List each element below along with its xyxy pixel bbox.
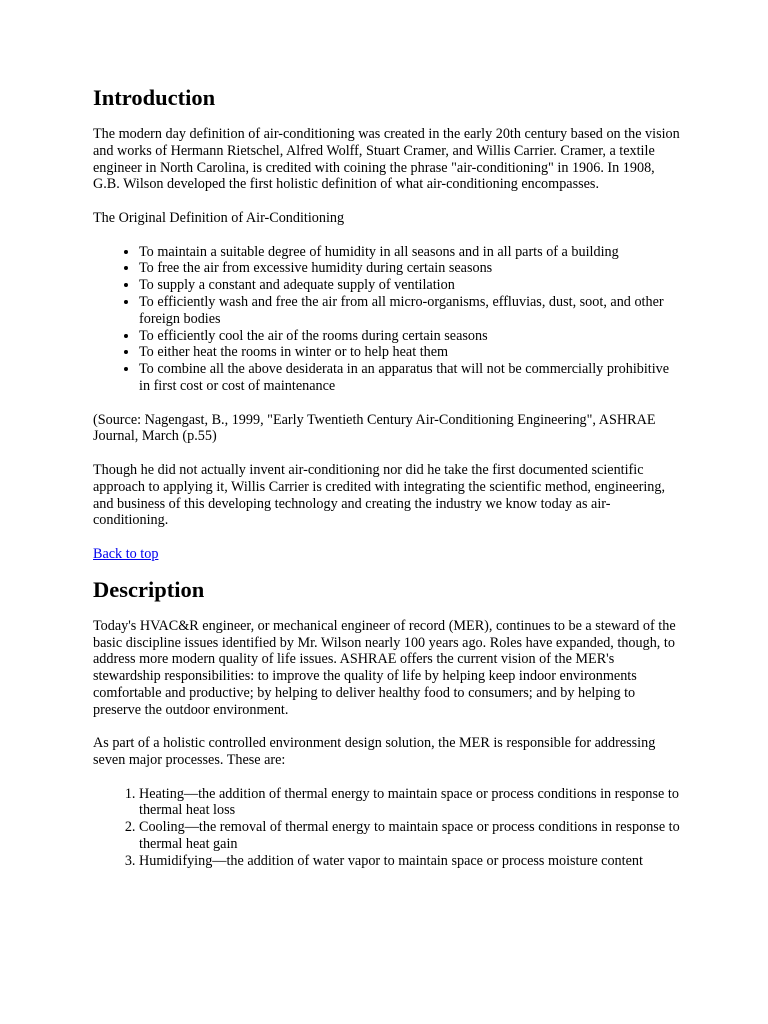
description-heading: Description xyxy=(93,576,205,602)
back-to-top-container xyxy=(93,546,683,563)
list-item: • To efficiently cool the air of the rooms during certain seasons xyxy=(139,328,683,345)
list-item: • To combine all the above desiderata in an apparatus that will not be commercially prohibitive in first cost or cost of maintenance xyxy=(139,361,683,395)
description-paragraph: Today's HVAC&R engineer, or mechanical engineer of record (MER), continues to be a steward of the basic discipline issues identified by Mr. Wilson nearly 100 years ago. Roles have expanded, though, to address more modern quality of life issues. ASHRAE offers the current vision of the MER's stewardship responsibilities: to improve the quality of life by helping keep indoor environments comfortable and productive; by helping to deliver healthy food to consumers; and by helping to preserve the outdoor environment. xyxy=(93,617,676,718)
carrier-paragraph: Though he did not actually invent air-conditioning nor did he take the first documented scientific approach to applying it, Willis Carrier is credited with integrating the scientific method, engineering, and business of this developing technology and creating the industry we know today as air-conditioning. xyxy=(93,461,666,529)
document-page xyxy=(93,84,683,886)
definition-list xyxy=(93,244,683,395)
source-citation: (Source: Nagengast, B., 1999, "Early Twentieth Century Air-Conditioning Engineering", ASHRAE Journal, March (p.55) xyxy=(93,411,656,445)
list-item: 3. Humidifying—the addition of water vapor to maintain space or process moisture content xyxy=(139,853,683,870)
processes-intro-paragraph: As part of a holistic controlled environment design solution, the MER is responsible for addressing seven major processes. These are: xyxy=(93,735,656,769)
definition-list-title: The Original Definition of Air-Conditioning xyxy=(93,209,345,226)
back-to-top-link[interactable]: Back to top xyxy=(93,545,159,562)
list-item: • To efficiently wash and free the air from all micro-organisms, effluvias, dust, soot, and other foreign bodies xyxy=(139,294,683,328)
list-item: 1. Heating—the addition of thermal energy to maintain space or process conditions in response to thermal heat loss xyxy=(139,786,683,820)
introduction-heading: Introduction xyxy=(93,85,216,110)
list-item: • To supply a constant and adequate supply of ventilation xyxy=(139,277,683,294)
list-item: • To free the air from excessive humidity during certain seasons xyxy=(139,260,683,277)
list-item: • To maintain a suitable degree of humidity in all seasons and in all parts of a building xyxy=(139,244,683,261)
process-list xyxy=(93,786,683,870)
intro-paragraph: The modern day definition of air-conditioning was created in the early 20th century based on the vision and works of Hermann Rietschel, Alfred Wolff, Stuart Cramer, and Willis Carrier. Cramer, a textile engineer in North Carolina, is credited with coining the phrase "air-conditioning" in 1906. In 1908, G.B. Wilson developed the first holistic definition of what air-conditioning encompasses. xyxy=(93,126,680,193)
list-item: 2. Cooling—the removal of thermal energy to maintain space or process conditions in response to thermal heat gain xyxy=(139,819,683,853)
list-item: • To either heat the rooms in winter or to help heat them xyxy=(139,344,683,361)
